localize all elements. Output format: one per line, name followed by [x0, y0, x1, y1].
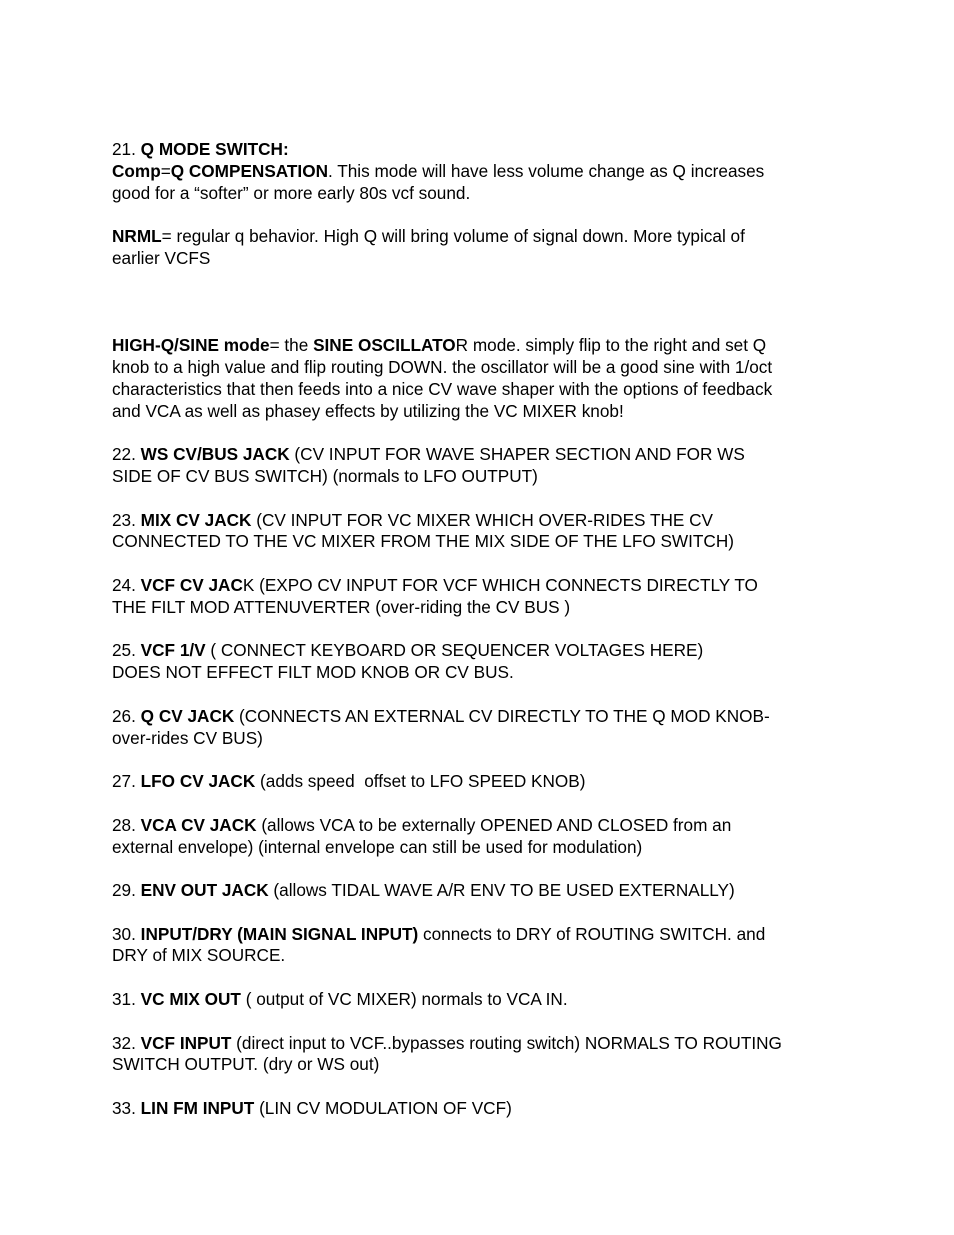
paragraph — [112, 771, 852, 793]
text-run: earlier VCFS — [112, 247, 211, 268]
bold-term: VCF 1/V — [140, 640, 206, 661]
text-run: 23. — [112, 509, 141, 530]
text-run: 21. — [112, 139, 141, 159]
text-line — [112, 880, 852, 902]
text-run: ( output of VC MIXER) normals to VCA IN. — [240, 989, 568, 1010]
text-run: 27. — [112, 771, 141, 792]
text-run: THE FILT MOD ATTENUVERTER (over-riding the CV BUS ) — [112, 596, 571, 617]
text-line — [112, 989, 852, 1011]
text-run: 26. — [112, 705, 141, 726]
paragraph — [112, 924, 852, 968]
bold-term: VC MIX OUT — [140, 989, 241, 1010]
text-line — [112, 706, 852, 728]
text-run: . This mode will have less volume change as Q increases — [328, 160, 765, 181]
bold-term: INPUT/DRY (MAIN SIGNAL INPUT) — [140, 923, 419, 944]
bold-term: HIGH-Q/SINE mode — [112, 335, 270, 356]
text-run: knob to a high value and flip routing DOWN. the oscillator will be a good sine with 1/oct — [112, 356, 773, 377]
text-run: over-rides CV BUS) — [112, 727, 263, 748]
paragraph — [112, 706, 852, 750]
text-line — [112, 597, 852, 619]
bold-term: VCF INPUT — [140, 1032, 232, 1053]
text-run: characteristics that then feeds into a nice CV wave shaper with the options of feedback — [112, 378, 773, 399]
text-line — [112, 1054, 852, 1076]
paragraph — [112, 880, 852, 902]
text-run: 31. — [112, 989, 141, 1010]
text-run: ( CONNECT KEYBOARD OR SEQUENCER VOLTAGES HERE) — [205, 640, 704, 661]
text-run: (direct input to VCF..bypasses routing switch) NORMALS TO ROUTING — [231, 1032, 782, 1053]
text-run: (CV INPUT FOR WAVE SHAPER SECTION AND FOR WS — [289, 444, 745, 465]
paragraph — [112, 510, 852, 554]
text-line — [112, 183, 852, 205]
text-line — [112, 335, 852, 357]
text-line — [112, 945, 852, 967]
text-line — [112, 139, 852, 161]
bold-term: WS CV/BUS JACK — [140, 444, 290, 465]
text-run: (allows VCA to be externally OPENED AND CLOSED from an — [256, 814, 732, 835]
text-line — [112, 466, 852, 488]
text-line — [112, 1033, 852, 1055]
bold-term: MIX CV JACK — [140, 509, 252, 530]
paragraph — [112, 226, 852, 270]
text-line — [112, 924, 852, 946]
text-run: SIDE OF CV BUS SWITCH) (normals to LFO OUTPUT) — [112, 465, 538, 486]
text-line — [112, 728, 852, 750]
text-run: CONNECTED TO THE VC MIXER FROM THE MIX SIDE OF THE LFO SWITCH) — [112, 531, 734, 552]
text-run: DOES NOT EFFECT FILT MOD KNOB OR CV BUS. — [112, 662, 514, 683]
paragraph — [112, 139, 852, 204]
paragraph — [112, 1033, 852, 1077]
text-line — [112, 575, 852, 597]
text-line — [112, 444, 852, 466]
bold-term: LIN FM INPUT — [140, 1098, 255, 1119]
text-line — [112, 226, 852, 248]
text-line — [112, 357, 852, 379]
text-run: 25. — [112, 640, 141, 661]
spacer — [112, 292, 852, 336]
text-run: (allows TIDAL WAVE A/R ENV TO BE USED EXTERNALLY) — [268, 880, 735, 901]
text-run: 30. — [112, 923, 141, 944]
text-line — [112, 510, 852, 532]
text-run: (LIN CV MODULATION OF VCF) — [254, 1098, 512, 1119]
text-run: good for a “softer” or more early 80s vcf sound. — [112, 182, 471, 203]
text-line — [112, 771, 852, 793]
text-run: connects to DRY of ROUTING SWITCH. and — [418, 923, 766, 944]
text-run: and VCA as well as phasey effects by utilizing the VC MIXER knob! — [112, 400, 624, 421]
text-run: (adds speed offset to LFO SPEED KNOB) — [255, 771, 586, 792]
bold-term: Q CV JACK — [140, 705, 235, 726]
text-run: 22. — [112, 444, 141, 465]
document-body — [112, 139, 852, 1142]
bold-term: LFO CV JACK — [140, 771, 256, 792]
text-run: K (EXPO CV INPUT FOR VCF WHICH CONNECTS DIRECTLY TO — [242, 574, 758, 595]
text-run: = the — [269, 335, 314, 356]
text-run: R mode. simply flip to the right and set Q — [455, 335, 767, 356]
paragraph — [112, 815, 852, 859]
text-line — [112, 379, 852, 401]
text-run: = regular q behavior. High Q will bring volume of signal down. More typical of — [161, 226, 745, 247]
text-run: (CV INPUT FOR VC MIXER WHICH OVER-RIDES THE CV — [251, 509, 714, 530]
text-run: SWITCH OUTPUT. (dry or WS out) — [112, 1054, 380, 1075]
text-line — [112, 662, 852, 684]
paragraph — [112, 335, 852, 422]
text-line — [112, 531, 852, 553]
text-run: external envelope) (internal envelope can still be used for modulation) — [112, 836, 643, 857]
text-line — [112, 161, 852, 183]
text-line — [112, 1098, 852, 1120]
paragraph — [112, 640, 852, 684]
paragraph — [112, 1098, 852, 1120]
text-run: DRY of MIX SOURCE. — [112, 945, 286, 966]
text-line — [112, 837, 852, 859]
text-run: 33. — [112, 1098, 141, 1119]
paragraph — [112, 989, 852, 1011]
bold-term: VCA CV JACK — [140, 814, 257, 835]
text-line — [112, 815, 852, 837]
bold-term: Q MODE SWITCH: — [140, 139, 289, 159]
paragraph — [112, 444, 852, 488]
text-run: 32. — [112, 1032, 141, 1053]
bold-term: NRML — [112, 226, 162, 247]
text-line — [112, 248, 852, 270]
text-line — [112, 640, 852, 662]
text-run: 29. — [112, 880, 141, 901]
text-run: 24. — [112, 574, 141, 595]
bold-term: VCF CV JAC — [140, 574, 243, 595]
text-line — [112, 401, 852, 423]
bold-term: ENV OUT JACK — [140, 880, 269, 901]
paragraph — [112, 575, 852, 619]
text-run: (CONNECTS AN EXTERNAL CV DIRECTLY TO THE Q MOD KNOB- — [234, 705, 770, 726]
bold-term: SINE OSCILLATO — [313, 335, 456, 356]
text-run: = — [160, 160, 171, 181]
bold-term: Q COMPENSATION — [170, 160, 328, 181]
bold-term: Comp — [112, 160, 161, 181]
text-run: 28. — [112, 814, 141, 835]
